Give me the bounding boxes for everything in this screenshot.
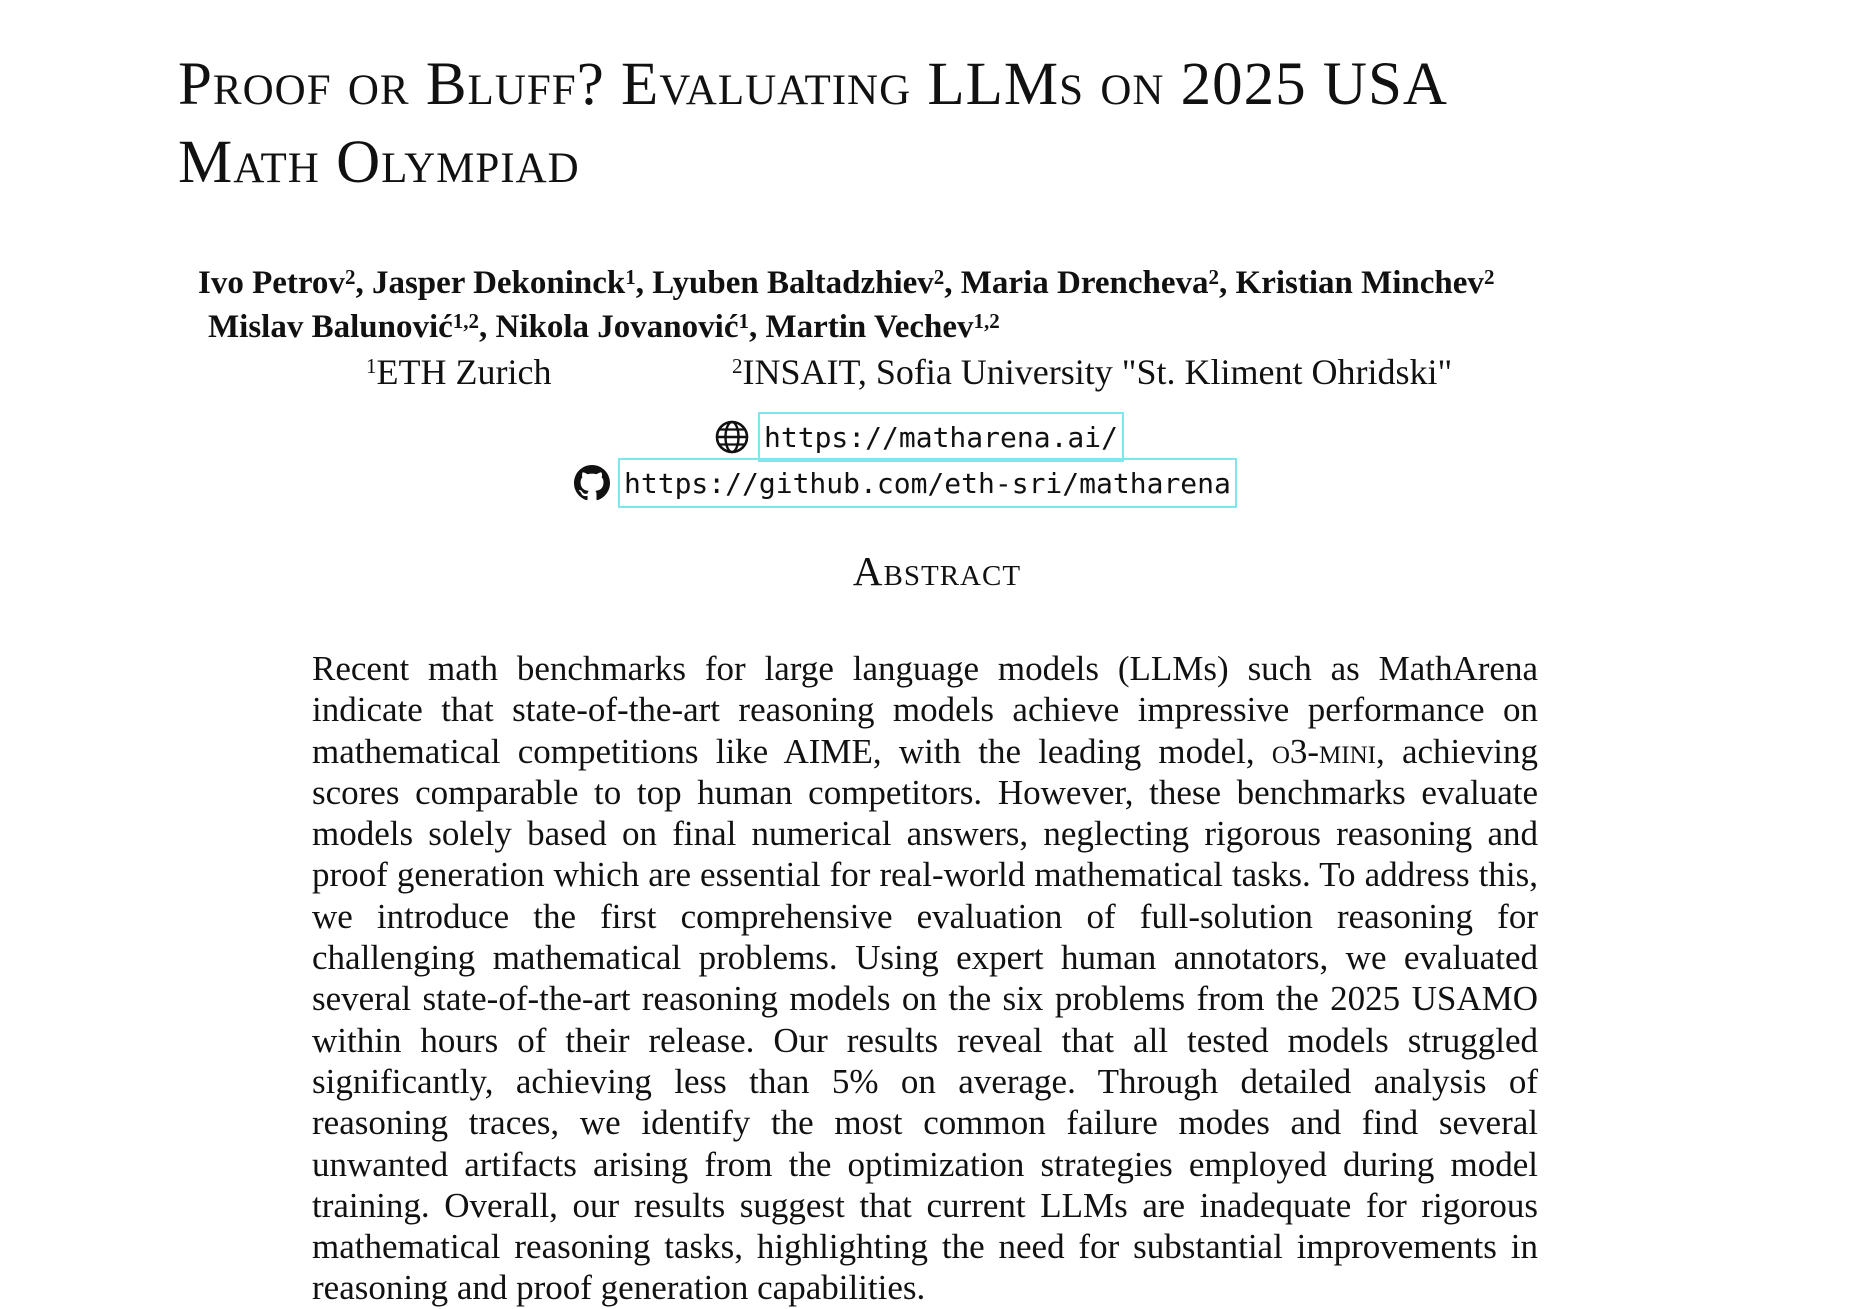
website-link[interactable]: https://matharena.ai/	[758, 412, 1124, 462]
paper-title	[178, 46, 1738, 202]
author-affiliation-mark: 2	[1208, 265, 1220, 289]
author: Jasper Dekoninck$^1$,	[371, 265, 653, 301]
author-affiliation-mark: 1	[738, 309, 749, 333]
author: Nikola Jovanović$^1$,	[495, 309, 766, 345]
author-affiliation-mark: 1	[625, 265, 636, 289]
affiliation-eth: $^1$ETH Zurich	[366, 352, 552, 392]
github-icon	[572, 463, 612, 503]
affiliation-number: 2	[732, 354, 743, 378]
author-affiliation-mark: 2	[1483, 265, 1495, 289]
author-line-1	[198, 262, 1494, 305]
model-name: o3-mini	[1271, 731, 1376, 771]
github-link[interactable]: https://github.com/eth-sri/matharena	[618, 458, 1237, 508]
author-affiliation-mark: 1,2	[452, 309, 480, 333]
author: Mislav Balunović$^{1,2}$,	[208, 309, 496, 345]
author-affiliation-mark: 1,2	[973, 309, 1000, 333]
author: Maria Drencheva$^2$,	[960, 265, 1236, 301]
website-link-row	[712, 412, 1124, 462]
abstract-heading: Abstract	[852, 548, 1022, 594]
affiliation-number: 1	[366, 354, 377, 378]
author: Martin Vechev$^{1,2}$	[765, 309, 1000, 345]
author: Lyuben Baltadzhiev$^2$,	[652, 265, 961, 301]
author-affiliation-mark: 2	[344, 265, 356, 289]
author-affiliation-mark: 2	[933, 265, 945, 289]
abstract-body: Recent math benchmarks for large language models (LLMs) such as MathArena indicate that state-of-the-art reasoning models achieve impressive performance on mathematical competitions like AIME, with the leading model, o3-mini, achieving scores comparable to top human competitors. However, these benchmarks evaluate models solely based on final numerical answers, neglecting rigorous reasoning and proof generation which are essential for real-world mathematical tasks. To address this, we introduce the first comprehensive evaluation of full-solution reasoning for challenging mathematical problems. Using expert human annotators, we evaluated several state-of-the-art reasoning models on the six problems from the 2025 USAMO within hours of their release. Our results reveal that all tested models struggled significantly, achieving less than 5% on average. Through detailed analysis of reasoning traces, we identify the most common failure modes and find several unwanted artifacts arising from the optimization strategies employed during model training. Overall, our results suggest that current LLMs are inadequate for rigorous mathematical reasoning tasks, highlighting the need for substantial improvements in reasoning and proof generation capabilities.	[312, 649, 1538, 1308]
github-link-row	[572, 458, 1237, 508]
percent-value: 5%	[831, 1061, 879, 1101]
author: Kristian Minchev$^2$	[1235, 265, 1495, 301]
paper-title-line-1: Proof or Bluff? Evaluating LLMs on 2025 USA	[178, 51, 1448, 118]
author: Ivo Petrov$^2$,	[198, 265, 372, 301]
globe-icon	[712, 417, 752, 457]
paper-title-line-2: Math Olympiad	[178, 129, 580, 196]
author-line-2	[208, 306, 1000, 349]
affiliation-insait: $^2$INSAIT, Sofia University "St. Kliment Ohridski"	[732, 352, 1453, 392]
